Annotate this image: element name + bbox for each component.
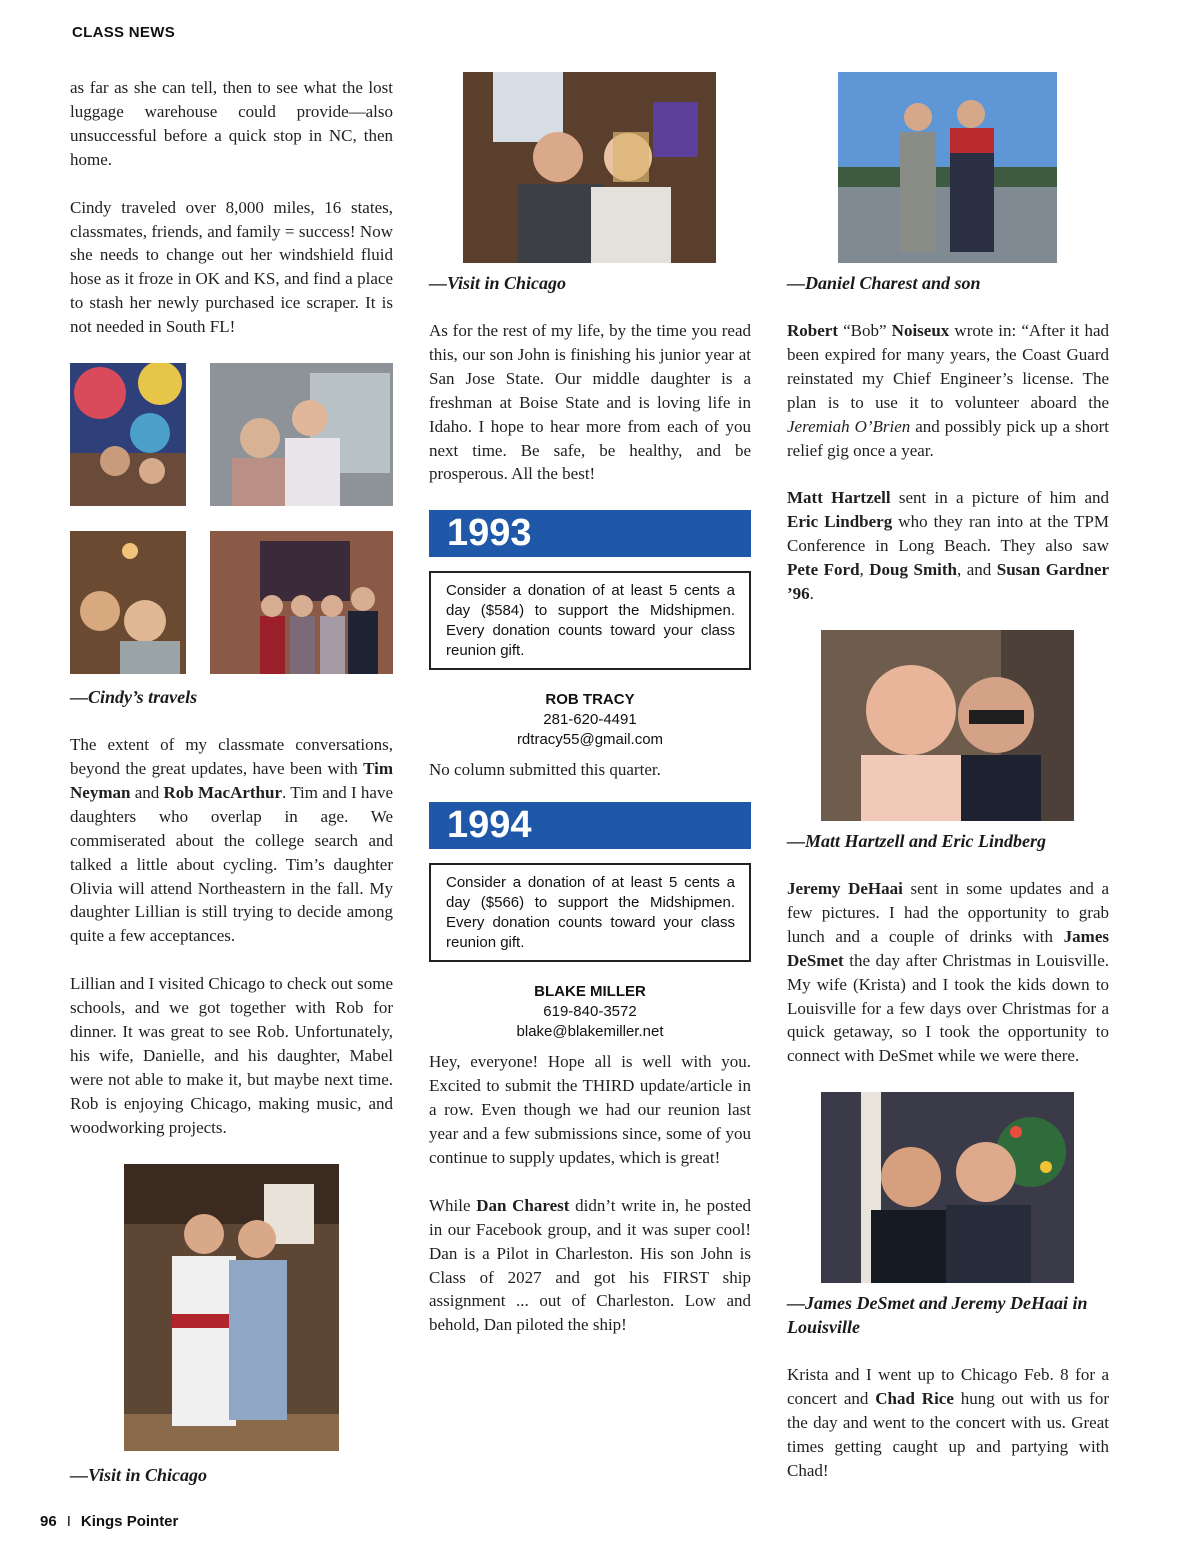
paragraph: Krista and I went up to Chicago Feb. 8 for a concert and Chad Rice hung out with us for the day and went to the concert with us. Great times getting caught up and partying with Chad!	[787, 1365, 1109, 1480]
paragraph: No column submitted this quarter.	[429, 760, 661, 780]
paragraph: Lillian and I visited Chicago to check out some schools, and we got together with Rob for dinner. It was great to see Rob. Unfortunately, his wife, Danielle, and his daughter, Mabel were not able to make it, but maybe next time. Rob is enjoying Chicago, making music, and woodworking projects.	[70, 974, 393, 1137]
photo-caption: —James DeSmet and Jeremy DeHaai in Louisville	[787, 1293, 1088, 1338]
paragraph: as far as she can tell, then to see what the lost luggage warehouse could provide—also unsuccessful before a quick stop in NC, then home.	[70, 78, 393, 169]
photo	[70, 531, 186, 674]
photo	[70, 363, 186, 506]
paragraph: While Dan Charest didn’t write in, he posted in our Facebook group, and it was super cool! Dan is a Pilot in Charleston. His son John is Class of 2027 and got his FIRST ship assignment ... out of Charleston. Low and behold, Dan piloted the ship!	[429, 1195, 752, 1335]
class-contact	[429, 690, 751, 750]
contact-phone: 619-840-3572	[543, 1003, 637, 1021]
contact-name: ROB TRACY	[545, 691, 635, 709]
photo-caption: —Cindy’s travels	[70, 687, 198, 708]
paragraph: Jeremy DeHaai sent in some updates and a few pictures. I had the opportunity to grab lunch and a couple of drinks with James DeSmet the day after Christmas in Louisville. My wife (Krista) and I took the kids down to Louisville for a few days over Christmas for a quick getaway, so I took the opportunity to connect with DeSmet while we were there.	[787, 878, 1110, 1066]
page-footer	[40, 1513, 178, 1530]
class-year-1993: 1993	[429, 510, 751, 557]
class-contact	[429, 982, 751, 1042]
column-1	[70, 76, 393, 1511]
footer-separator: I	[66, 1513, 71, 1530]
publication-name: Kings Pointer	[80, 1513, 179, 1530]
paragraph: Matt Hartzell sent in a picture of him and Eric Lindberg who they ran into at the TPM Conference in Long Beach. They also saw Pete Ford, Doug Smith, and Susan Gardner ’96.	[787, 488, 1110, 604]
class-year-1994: 1994	[429, 802, 751, 849]
paragraph: Hey, everyone! Hope all is well with you. Excited to submit the THIRD update/article in a row. Even though we had our reunion last year and a few submissions since, some of you continue to supply updates, which is great!	[429, 1052, 751, 1167]
photo-caption: —Visit in Chicago	[429, 273, 567, 293]
column-3	[787, 72, 1109, 1507]
photo	[210, 531, 393, 674]
photo-caption: —Daniel Charest and son	[787, 273, 981, 293]
cindy-photo-grid	[70, 363, 393, 673]
column-2	[429, 72, 751, 1361]
photo-caption: —Matt Hartzell and Eric Lindberg	[787, 830, 1047, 851]
photo	[210, 363, 393, 506]
section-header: CLASS NEWS	[72, 24, 176, 41]
contact-phone: 281-620-4491	[543, 711, 637, 729]
page-number: 96	[40, 1513, 57, 1530]
contact-email[interactable]: rdtracy55@gmail.com	[516, 731, 664, 749]
paragraph: The extent of my classmate conversations, beyond the great updates, have been with Tim Neyman and Rob MacArthur. Tim and I have daughters who overlap in age. We commiserated about the college search and talked a little about cycling. Tim’s daughter Olivia will attend Northeastern in the fall. My daughter Lillian is still trying to decide among quite a few acceptances.	[70, 735, 393, 946]
photo-caption: —Visit in Chicago	[70, 1464, 208, 1485]
photo	[124, 1164, 339, 1451]
photo	[463, 72, 716, 263]
photo	[821, 630, 1074, 821]
photo	[838, 72, 1057, 263]
photo	[821, 1092, 1074, 1283]
paragraph: As for the rest of my life, by the time you read this, our son John is finishing his junior year at San Jose State. Our middle daughter is a freshman at Boise State and is loving life in Idaho. I hope to hear more from each of you next time. Be safe, be healthy, and be prosperous. All the best!	[429, 321, 751, 484]
contact-email[interactable]: blake@blakemiller.net	[516, 1023, 664, 1041]
paragraph: Cindy traveled over 8,000 miles, 16 states, classmates, friends, and family = success! Now she needs to change out her windshield fluid hose as it froze in OK and KS, and find a place to stash her newly purchased ice scraper. It is not needed in South FL!	[70, 197, 393, 337]
paragraph: Robert “Bob” Noiseux wrote in: “After it had been expired for many years, the Coast Guard reinstated my Chief Engineer’s license. The plan is to use it to volunteer aboard the Jeremiah O’Brien and possibly pick up a short relief gig once a year.	[787, 321, 1109, 460]
donation-box: Consider a donation of at least 5 cents a day ($566) to support the Midshipmen. Every donation counts toward your class reunion gift.	[429, 863, 751, 962]
donation-box: Consider a donation of at least 5 cents a day ($584) to support the Midshipmen. Every donation counts toward your class reunion gift.	[429, 571, 751, 670]
contact-name: BLAKE MILLER	[534, 983, 646, 1001]
